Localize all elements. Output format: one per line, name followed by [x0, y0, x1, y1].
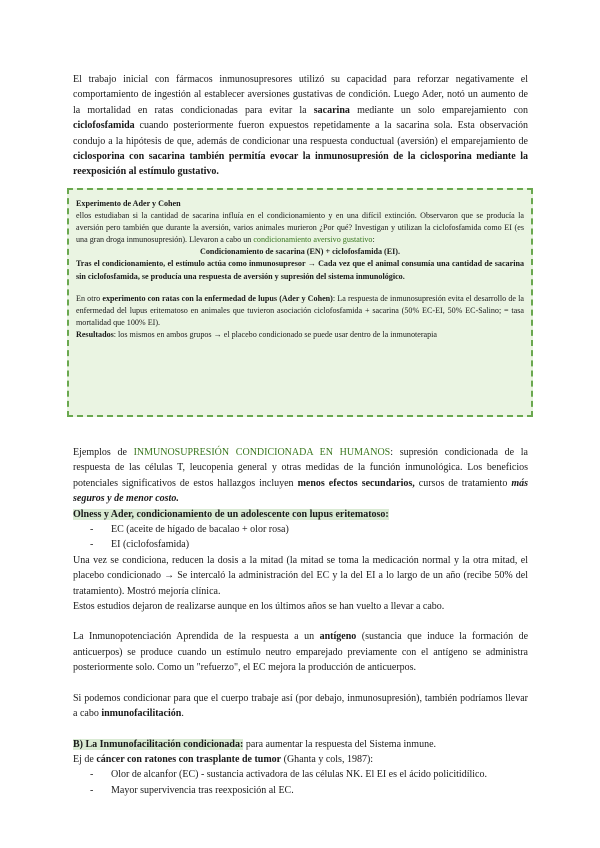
list-item: - EC (aceite de hígado de bacalao + olor rosa): [90, 522, 528, 537]
box-results: Resultados: los mismos en ambos grupos → el placebo condicionado se puede usar dentro de la inmunoterapia: [76, 329, 438, 339]
list-item: - Olor de alcanfor (EC) - sustancia activadora de las células NK. El EI es el ácido policitidílico.: [90, 767, 528, 782]
inmunofacilitacion-paragraph: B) La Inmunofacilitación condicionada: para aumentar la respuesta del Sistema inmune.: [73, 738, 437, 750]
box-paragraph-3: En otro experimento con ratas con la enfermedad de lupus (Ader y Cohen): La respuesta de inmunosupresión evita el desarrollo de la enfermedad del lupus eritematoso en animales que tuvieron asociación ciclofosfamida + sacarina (50% EC-EI, 50% EC-Salino; = tasa mortalidad que 100% EI).: [76, 293, 525, 327]
box-title: Experimento de Ader y Cohen: [76, 199, 181, 208]
inmunopotenciacion-paragraph: La Inmunopotenciación Aprendida de la respuesta a un antígeno (sustancia que induce la formación de anticuerpos) se produce cuando un estímulo neutro emparejado previamente con el antígeno se administra posteriormente solo. Como un "refuerzo", el EC mejora la producción de anticuerpos.: [73, 631, 529, 674]
humans-heading: INMUNOSUPRESIÓN CONDICIONADA EN HUMANOS: [133, 447, 391, 458]
olness-ader-subheading: Olness y Ader, condicionamiento de un adolescente con lupus eritematoso:: [73, 508, 389, 520]
box-paragraph-1: ellos estudiaban si la cantidad de sacarina influía en el condicionamiento y en una difícil extinción. Observaron que se producía la aversión pero también que durante la aversión, varios animales murieron ¿Por qué? Investigan y utilizan la ciclofosfamida como EI (es una gran droga inmunosupresión). Llevaron a cabo un condicionamiento aversivo gustativo:: [76, 211, 524, 245]
hypothesis-bold: ciclosporina con sacarina también permitía evocar la inmunosupresión de la ciclosporina mediante la reexposición al estímulo gustativo.: [73, 151, 528, 178]
dosis-paragraph: Una vez se condiciona, reducen la dosis a la mitad (la mitad se toma la medicación normal y la otra mitad, el placebo condicionado → Se intercaló la administración del EC y la del EI a lo largo de un año (recibe 50% del tratamiento). Mostró mejoría clínica.: [73, 554, 528, 597]
main-section: [73, 445, 528, 798]
studies-note: Estos estudios dejaron de realizarse aunque en los últimos años se han vuelto a llevar a cabo.: [73, 601, 445, 613]
inmunofacilitacion-heading: B) La Inmunofacilitación condicionada:: [73, 738, 244, 750]
term-condicionamiento-aversivo: condicionamiento aversivo gustativo: [253, 235, 373, 245]
box-formula: Condicionamiento de sacarina (EN) + ciclofosfamida (EI).: [200, 247, 400, 257]
list-item: - EI (ciclofosfamida): [90, 537, 528, 552]
box-paragraph-2: Tras el condicionamiento, el estímulo actúa como inmunosupresor → Cada vez que el animal consumía una cantidad de sacarina sin ciclofosfamida, se producía una respuesta de aversión y supresión del sistema inmunológico.: [76, 259, 524, 281]
term-sacarina: sacarina: [313, 104, 350, 116]
list-item: - Mayor supervivencia tras reexposición al EC.: [90, 783, 528, 798]
experiment-box: [67, 188, 533, 417]
facilitacion-list: [73, 767, 528, 798]
cancer-example: Ej de cáncer con ratones con trasplante de tumor (Ghanta y cols, 1987):: [73, 753, 374, 765]
intro-paragraph: El trabajo inicial con fármacos inmunosupresores utilizó su capacidad para reforzar negativamente el comportamiento de ingestión al establecer aversiones gustativas de condición. Luego Ader, notó un aumento de la mortalidad en ratas condicionadas para evitar la sacarina mediante un solo emparejamiento con ciclofosfamida cuando posteriormente fueron expuestos repetidamente a la sacarina sola. Esta observación condujo a la hipótesis de que, además de condicionar una respuesta conductual (aversión) el emparejamiento de ciclosporina con sacarina también permitía evocar la inmunosupresión de la ciclosporina mediante la reexposición al estímulo gustativo.: [73, 74, 528, 178]
humans-paragraph: Ejemplos de INMUNOSUPRESIÓN CONDICIONADA EN HUMANOS: supresión condicionada de la respuesta de las células T, leucopenia general y otras medidas de la función inmunológica. Los beneficios potenciales significativos de estos hallazgos incluyen menos efectos secundarios, cursos de tratamiento más seguros y de menor costo.: [73, 447, 529, 505]
olness-list: [73, 522, 528, 553]
condicionar-paragraph: Si podemos condicionar para que el cuerpo trabaje así (por debajo, inmunosupresión), también podríamos llevar a cabo inmunofacilitación.: [73, 692, 528, 720]
term-ciclofosfamida: ciclofosfamida: [73, 120, 135, 132]
